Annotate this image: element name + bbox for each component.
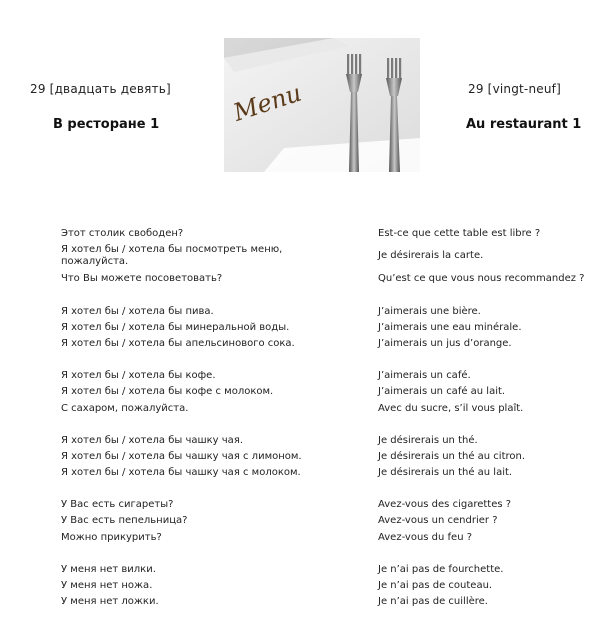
phrase-ru: Я хотел бы / хотела бы посмотреть меню, пожалуйста.: [61, 244, 283, 267]
phrase-fr: J’aimerais un café au lait.: [378, 386, 506, 397]
phrase-fr: J’aimerais un jus d’orange.: [378, 338, 512, 349]
phrase-ru: Я хотел бы / хотела бы кофе.: [61, 370, 216, 381]
phrase-fr: Avez-vous des cigarettes ?: [378, 499, 512, 510]
phrase-fr: Je n’ai pas de cuillère.: [378, 596, 488, 607]
phrase-ru: Можно прикурить?: [61, 532, 162, 543]
phrase-ru: Я хотел бы / хотела бы минеральной воды.: [61, 322, 290, 333]
phrase-ru: Я хотел бы / хотела бы пива.: [61, 306, 214, 317]
phrase-ru: Я хотел бы / хотела бы кофе с молоком.: [61, 386, 274, 397]
phrase-ru: Я хотел бы / хотела бы апельсинового сока.: [61, 338, 295, 349]
phrase-fr: Je désirerais la carte.: [378, 250, 484, 261]
menu-script-text: Menu: [229, 78, 305, 127]
phrase-fr: J’aimerais une eau minérale.: [378, 322, 522, 333]
phrase-fr: Je désirerais un thé au lait.: [378, 467, 513, 478]
phrase-ru: С сахаром, пожалуйста.: [61, 403, 189, 414]
phrase-fr: Qu’est ce que vous nous recommandez ?: [378, 273, 585, 284]
phrase-fr: Avec du sucre, s’il vous plaît.: [378, 403, 524, 414]
phrase-ru: Я хотел бы / хотела бы чашку чая с лимоном.: [61, 451, 302, 462]
phrase-ru: У меня нет ложки.: [61, 596, 159, 607]
phrase-fr: Avez-vous du feu ?: [378, 532, 473, 543]
phrase-ru: У меня нет вилки.: [61, 564, 156, 575]
phrase-fr: Je n’ai pas de couteau.: [378, 580, 493, 591]
lesson-number-fr: 29 [vingt-neuf]: [468, 82, 561, 96]
lesson-number-ru: 29 [двадцать девять]: [30, 82, 171, 96]
phrase-ru: У Вас есть пепельница?: [61, 515, 188, 526]
phrase-ru: У меня нет ножа.: [61, 580, 153, 591]
phrase-ru: Что Вы можете посоветовать?: [61, 273, 223, 284]
phrase-fr: Avez-vous un cendrier ?: [378, 515, 498, 526]
phrase-fr: Je désirerais un thé.: [378, 435, 478, 446]
lesson-title-ru: В ресторане 1: [53, 117, 160, 132]
phrase-fr: J’aimerais une bière.: [378, 306, 481, 317]
phrase-ru: Я хотел бы / хотела бы чашку чая с молоком.: [61, 467, 301, 478]
phrase-ru: У Вас есть сигареты?: [61, 499, 174, 510]
phrase-fr: J’aimerais un café.: [378, 370, 471, 381]
lesson-title-fr: Au restaurant 1: [466, 117, 582, 132]
phrase-ru: Я хотел бы / хотела бы чашку чая.: [61, 435, 244, 446]
phrase-fr: Je désirerais un thé au citron.: [378, 451, 526, 462]
phrase-fr: Est-ce que cette table est libre ?: [378, 228, 541, 239]
phrase-ru: Этот столик свободен?: [61, 228, 184, 239]
phrase-fr: Je n’ai pas de fourchette.: [378, 564, 504, 575]
